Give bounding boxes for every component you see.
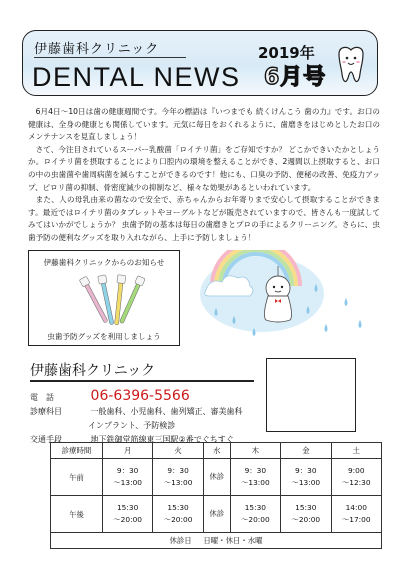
schedule-row-label: 午後 (51, 496, 103, 533)
closed-days-label: 休診日 (169, 536, 192, 545)
schedule-cell-end: ～13:00 (113, 478, 142, 487)
schedule-cell-start: 15:30 (116, 503, 139, 512)
schedule-header-cell: 木 (230, 443, 280, 459)
schedule-cell-end: ～13:00 (240, 478, 270, 487)
tooth-mascot-icon (334, 44, 368, 86)
schedule-cell (281, 459, 331, 496)
schedule-cell-end: ～13:00 (163, 478, 193, 487)
schedule-cell (230, 459, 280, 496)
photo-placeholder (266, 358, 356, 432)
departments-value-2: インプラント、予防検診 (88, 421, 176, 430)
clinic-tagline: 伊藤歯科クリニック (34, 42, 160, 57)
issue-year: 2019年 (258, 44, 315, 62)
closed-days-value: 日曜・休日・水曜 (203, 536, 263, 545)
schedule-cell-closed: 休診 (209, 472, 225, 481)
schedule-cell-start: 9：30 (244, 466, 267, 475)
schedule-cell-start: 15:30 (244, 503, 266, 512)
schedule-row-morning (51, 459, 382, 496)
closed-days-cell (51, 533, 382, 549)
schedule-cell-start: 9：30 (167, 466, 189, 475)
toothbrush-icon (69, 267, 149, 327)
access-value: 地下鉄御堂筋線東三国駅②番でぐちすぐ (90, 435, 234, 444)
clinic-name-underline (30, 380, 254, 382)
schedule-cell-closed: 休診 (209, 509, 225, 518)
schedule-header-row (51, 443, 382, 459)
schedule-row-afternoon (51, 496, 382, 533)
departments-row-2 (88, 420, 175, 431)
schedule-cell-start: 15:30 (167, 503, 189, 512)
schedule-cell-end: ～20:00 (163, 515, 193, 524)
notice-box (28, 250, 180, 346)
notice-title: 伊藤歯科クリニックからのお知らせ (43, 258, 165, 267)
toothbrush (98, 275, 116, 326)
schedule-cell (153, 496, 203, 533)
schedule-cell (102, 459, 152, 496)
schedule-row-label: 午前 (51, 459, 103, 496)
schedule-table (50, 442, 382, 549)
schedule-cell-end: ～12:30 (341, 478, 371, 487)
schedule-header-cell: 水 (203, 443, 230, 459)
tagline-underline (34, 57, 186, 58)
schedule-cell-start: 15:30 (295, 503, 317, 512)
phone-row (30, 388, 190, 404)
phone-label: 電 話 (30, 393, 54, 402)
schedule-header-cell: 月 (102, 443, 152, 459)
schedule-cell-end: ～20:00 (291, 515, 321, 524)
schedule-cell-start: 9：30 (295, 466, 317, 475)
schedule-cell (331, 459, 382, 496)
schedule-header-cell: 金 (281, 443, 331, 459)
departments-value: 一般歯科、小児歯科、歯列矯正、審美歯科 (90, 407, 243, 416)
schedule-cell-end: ～20:00 (113, 515, 142, 524)
schedule-cell (203, 496, 230, 533)
notice-caption: 虫歯予防グッズを利用しましょう (47, 332, 161, 341)
article-paragraph: さて、今注目されているスーパー乳酸菌「ロイテリ菌」をご存知ですか？ どこかできいたかとしょうか。ロイテリ菌を摂取することにより口腔内の環境を整えることができ、2週間以上摂取すると、お口の中の虫歯菌や歯周病菌を減らすことができるのです！他にも、口臭の予防、便秘の改善、免疫力アップ、ピロリ菌の抑制、骨密度減少の抑制など、様々な効果があるといわれています。 (28, 144, 380, 192)
phone-number[interactable]: 06-6396-5566 (90, 388, 190, 404)
schedule-header-cell: 診療時間 (51, 443, 103, 459)
schedule-header-cell: 土 (331, 443, 382, 459)
schedule-cell (281, 496, 331, 533)
clinic-name: 伊藤歯科クリニック (30, 363, 156, 379)
access-label: 交通手段 (30, 435, 62, 444)
schedule-cell (203, 459, 230, 496)
schedule-cell (102, 496, 152, 533)
issue-month: 6月号 (264, 65, 327, 90)
schedule-cell-start: 9：30 (116, 466, 139, 475)
schedule-cell (331, 496, 382, 533)
schedule-cell-start: 14:00 (345, 503, 367, 512)
departments-row (30, 406, 243, 417)
schedule-cell (153, 459, 203, 496)
article-paragraph: また、人の母乳由来の菌なので安全で、赤ちゃんからお年寄りまで安心して摂取することができます。最近ではロイテリ菌のタブレットやヨーグルトなどが販売されていますので、皆さんも一度試してみてはいかがでしょうか？ 虫歯予防の基本は毎日の歯磨きとプロの手によるクリーニング。さらに、虫歯予防の便利なグッズを取り入れながら、上手に予防しましょう！ (28, 195, 380, 242)
schedule-header-cell: 火 (153, 443, 203, 459)
departments-label: 診療科目 (30, 407, 62, 416)
schedule-cell-start: 9:00 (347, 466, 365, 475)
schedule-closed-row (51, 533, 382, 549)
article-paragraph: 6月4日～10日は歯の健康週間です。今年の標語は『いつまでも 続くけんこう 歯の力』です。お口の健康は、全身の健康とも関係しています。元気に毎日をおくれるように、歯磨きをはじめとしたお口のメンテナンスを見直しましょう！ (28, 107, 380, 142)
article-body (28, 106, 380, 245)
newsletter-title: DENTAL NEWS (32, 62, 241, 92)
schedule-cell-end: ～20:00 (240, 515, 270, 524)
teru-teru-bozu-illustration (196, 250, 376, 348)
schedule-cell-end: ～13:00 (291, 478, 321, 487)
schedule-cell-end: ～17:00 (341, 515, 371, 524)
schedule-cell (230, 496, 280, 533)
